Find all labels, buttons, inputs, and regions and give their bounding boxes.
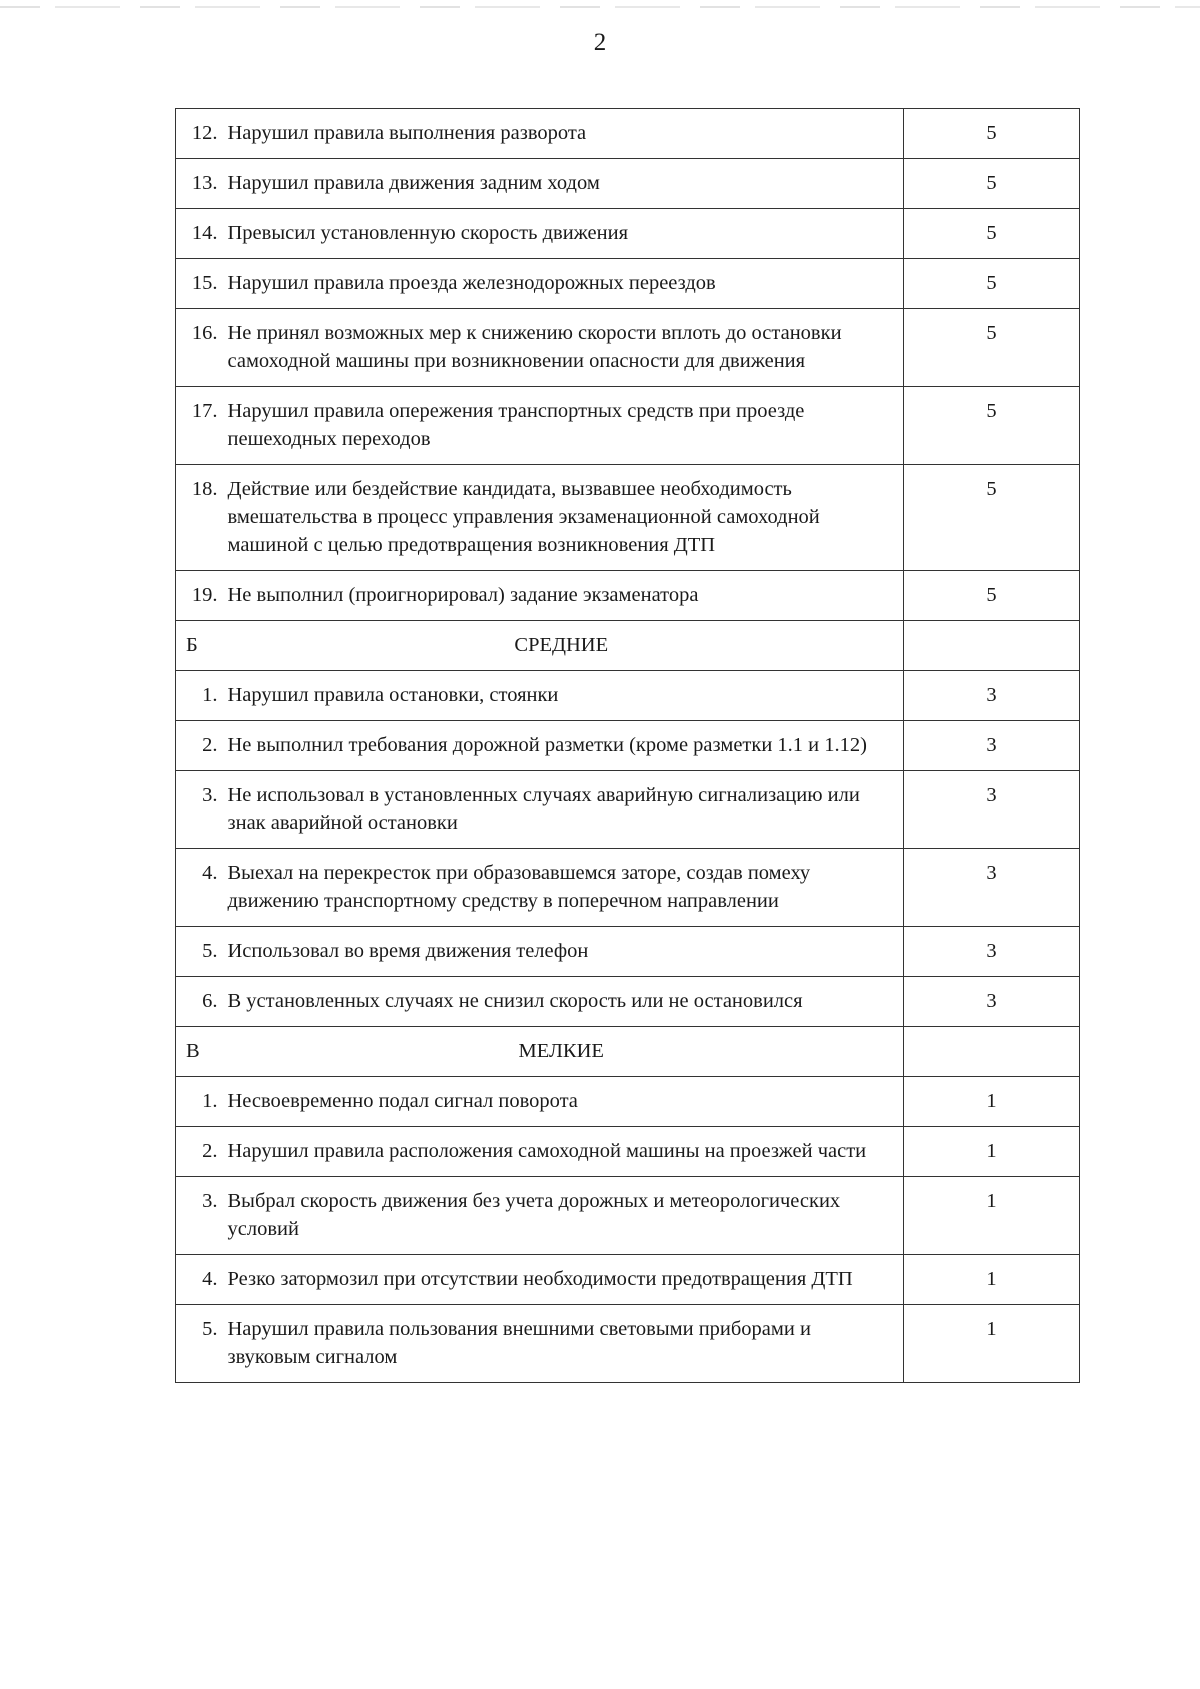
section-header-b: [176, 621, 1080, 671]
row-score: 3: [904, 721, 1080, 771]
row-text: Не выполнил (проигнорировал) задание экзаменатора: [224, 571, 904, 621]
row-score: 1: [904, 1255, 1080, 1305]
row-text: Превысил установленную скорость движения: [224, 209, 904, 259]
row-score: 1: [904, 1305, 1080, 1383]
row-number: 3.: [176, 1177, 224, 1255]
row-score: 3: [904, 771, 1080, 849]
table-row: [176, 1255, 1080, 1305]
row-score: 5: [904, 571, 1080, 621]
table-row: [176, 209, 1080, 259]
row-text: Не выполнил требования дорожной разметки (кроме разметки 1.1 и 1.12): [224, 721, 904, 771]
row-text: Несвоевременно подал сигнал поворота: [224, 1077, 904, 1127]
table-row: [176, 977, 1080, 1027]
row-text: Выбрал скорость движения без учета дорожных и метеорологических условий: [224, 1177, 904, 1255]
row-number: 1.: [176, 1077, 224, 1127]
table-row: [176, 771, 1080, 849]
row-text: Нарушил правила проезда железнодорожных переездов: [224, 259, 904, 309]
violations-table: [175, 108, 1080, 1383]
row-text: Нарушил правила расположения самоходной машины на проезжей части: [224, 1127, 904, 1177]
row-number: 1.: [176, 671, 224, 721]
row-number: 15.: [176, 259, 224, 309]
row-score: 5: [904, 209, 1080, 259]
row-score: 3: [904, 671, 1080, 721]
row-score: 5: [904, 159, 1080, 209]
section-score-empty: [904, 1027, 1080, 1077]
row-number: 12.: [176, 109, 224, 159]
scan-edge: [0, 6, 1200, 8]
row-number: 14.: [176, 209, 224, 259]
row-text: Использовал во время движения телефон: [224, 927, 904, 977]
page-number: 2: [593, 29, 607, 56]
row-number: 2.: [176, 721, 224, 771]
table-row: [176, 259, 1080, 309]
row-score: 1: [904, 1127, 1080, 1177]
row-score: 5: [904, 109, 1080, 159]
section-header-v: [176, 1027, 1080, 1077]
row-text: Нарушил правила движения задним ходом: [224, 159, 904, 209]
table-row: [176, 927, 1080, 977]
row-number: 5.: [176, 1305, 224, 1383]
table-row: [176, 849, 1080, 927]
table-row: [176, 1177, 1080, 1255]
row-score: 5: [904, 465, 1080, 571]
table-row: [176, 721, 1080, 771]
table-row: [176, 571, 1080, 621]
table-row: [176, 671, 1080, 721]
row-text: Выехал на перекресток при образовавшемся заторе, создав помеху движению транспортному средству в поперечном направлении: [224, 849, 904, 927]
row-number: 5.: [176, 927, 224, 977]
row-number: 2.: [176, 1127, 224, 1177]
section-score-empty: [904, 621, 1080, 671]
row-text: Не использовал в установленных случаях аварийную сигнализацию или знак аварийной остановки: [224, 771, 904, 849]
row-number: 4.: [176, 849, 224, 927]
table-row: [176, 159, 1080, 209]
row-text: Не принял возможных мер к снижению скорости вплоть до остановки самоходной машины при возникновении опасности для движения: [224, 309, 904, 387]
row-text: Действие или бездействие кандидата, вызвавшее необходимость вмешательства в процесс управления экзаменационной самоходной машиной с целью предотвращения возникновения ДТП: [224, 465, 904, 571]
row-text: Нарушил правила опережения транспортных средств при проезде пешеходных переходов: [224, 387, 904, 465]
row-score: 5: [904, 309, 1080, 387]
row-number: 13.: [176, 159, 224, 209]
row-number: 18.: [176, 465, 224, 571]
row-text: Нарушил правила остановки, стоянки: [224, 671, 904, 721]
row-text: В установленных случаях не снизил скорость или не остановился: [224, 977, 904, 1027]
table-row: [176, 387, 1080, 465]
row-text: Нарушил правила выполнения разворота: [224, 109, 904, 159]
row-text: Резко затормозил при отсутствии необходимости предотвращения ДТП: [224, 1255, 904, 1305]
section-title: МЕЛКИЕ: [224, 1027, 904, 1077]
row-score: 3: [904, 849, 1080, 927]
section-letter: В: [176, 1027, 224, 1077]
table-row: [176, 109, 1080, 159]
row-number: 4.: [176, 1255, 224, 1305]
row-number: 6.: [176, 977, 224, 1027]
table-row: [176, 1127, 1080, 1177]
violations-table-body: [176, 109, 1080, 1383]
row-number: 17.: [176, 387, 224, 465]
table-row: [176, 1077, 1080, 1127]
row-score: 3: [904, 927, 1080, 977]
row-score: 1: [904, 1077, 1080, 1127]
row-score: 5: [904, 387, 1080, 465]
row-score: 5: [904, 259, 1080, 309]
row-number: 16.: [176, 309, 224, 387]
row-number: 19.: [176, 571, 224, 621]
table-row: [176, 1305, 1080, 1383]
row-number: 3.: [176, 771, 224, 849]
row-text: Нарушил правила пользования внешними световыми приборами и звуковым сигналом: [224, 1305, 904, 1383]
section-title: СРЕДНИЕ: [224, 621, 904, 671]
row-score: 1: [904, 1177, 1080, 1255]
table-row: [176, 465, 1080, 571]
section-letter: Б: [176, 621, 224, 671]
row-score: 3: [904, 977, 1080, 1027]
table-row: [176, 309, 1080, 387]
